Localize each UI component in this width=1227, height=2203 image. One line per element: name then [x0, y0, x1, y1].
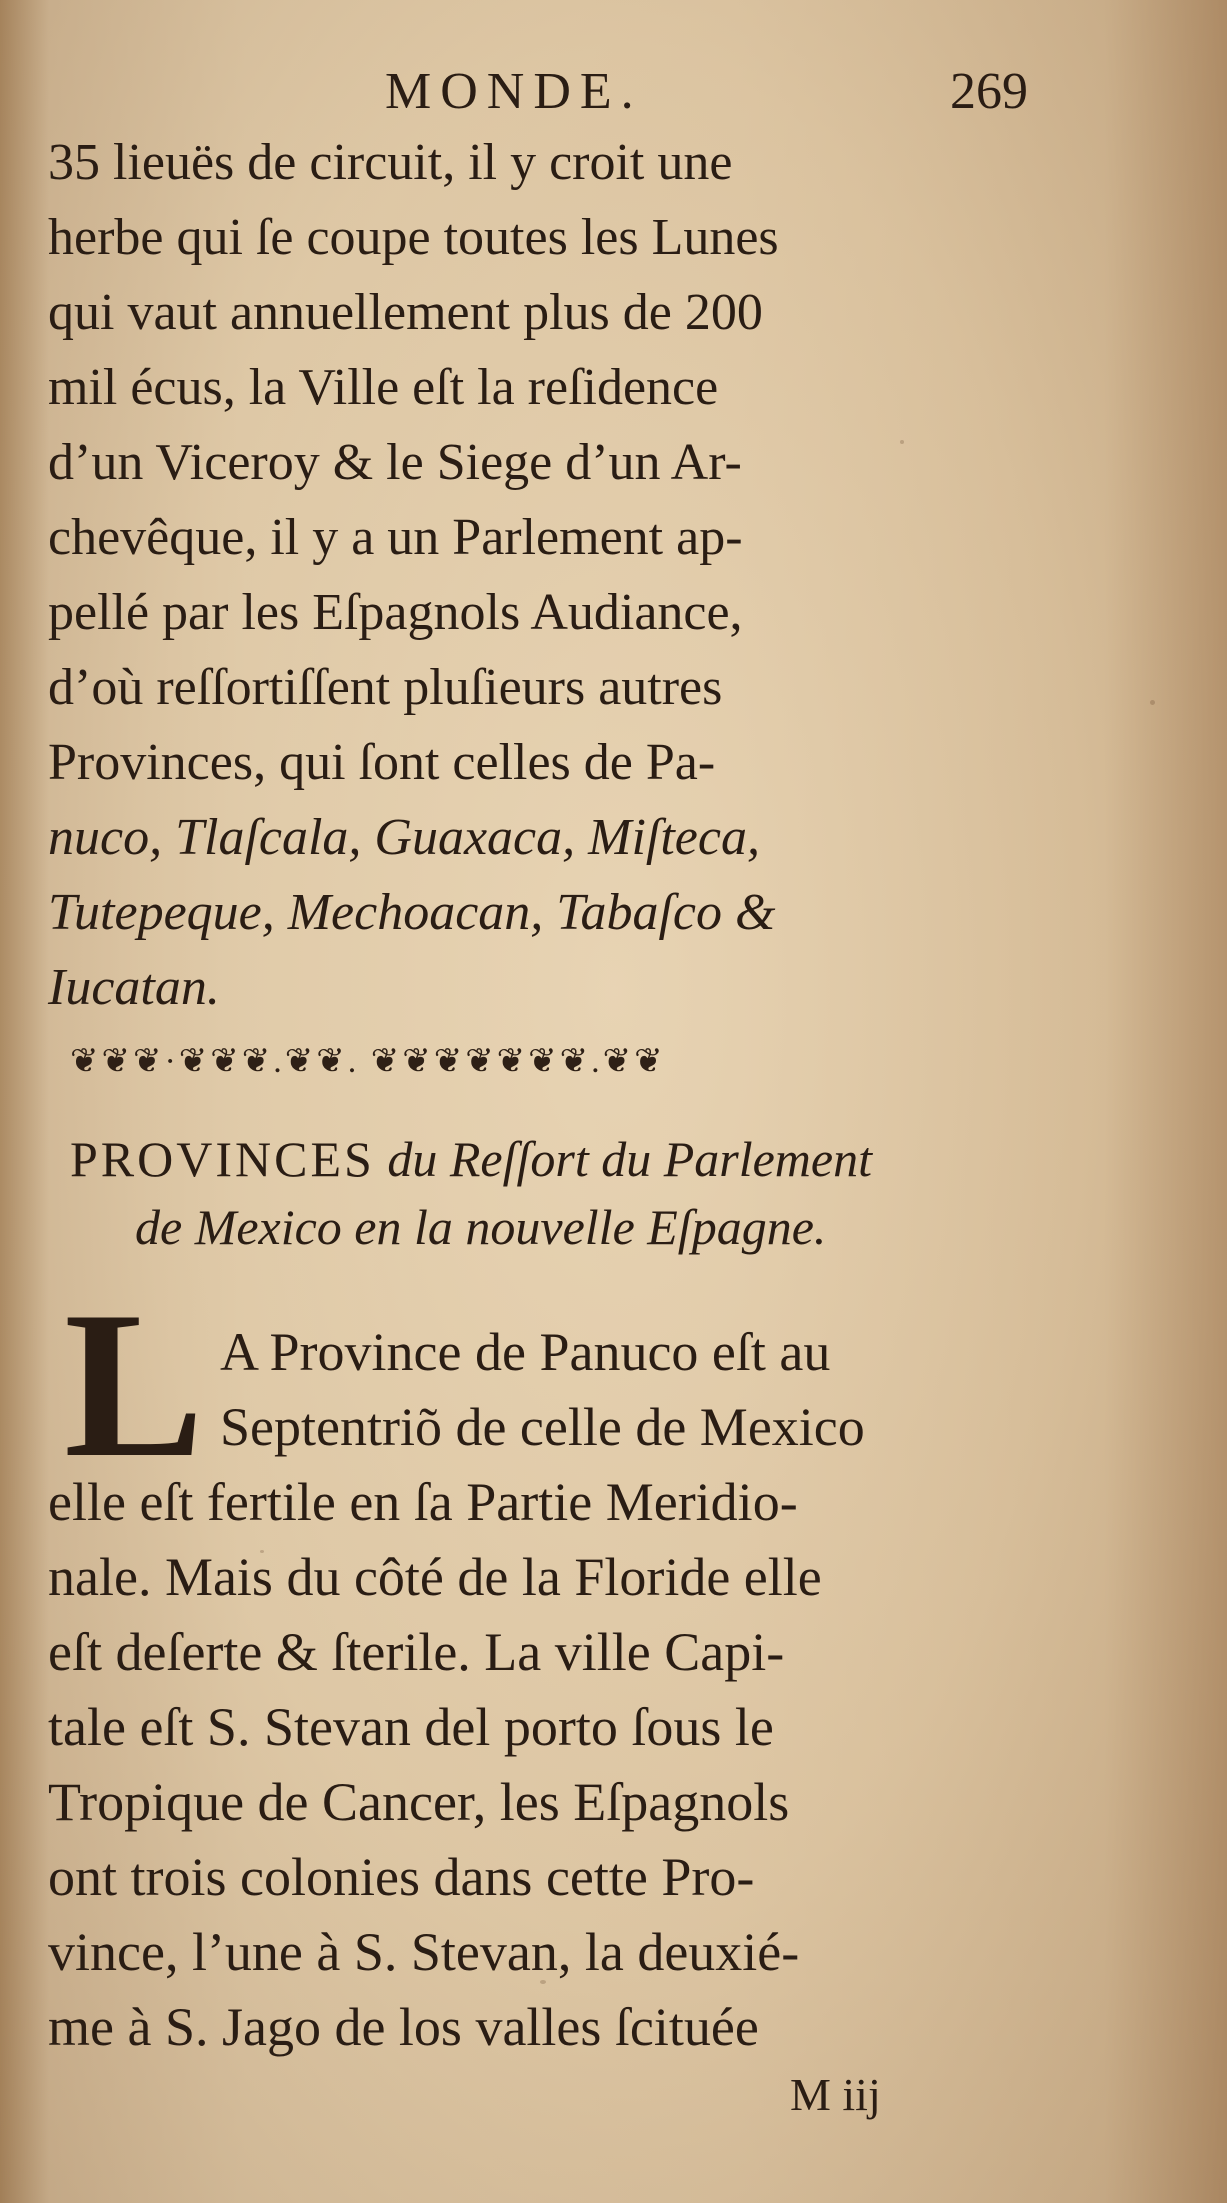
- text-line: Septentriõ de celle de Mexico: [220, 1397, 865, 1457]
- page-number: 269: [950, 63, 1028, 120]
- text-line: herbe qui ſe coupe toutes les Lunes: [48, 209, 779, 266]
- text-line: Provinces, qui ſont celles de Pa-: [48, 734, 716, 791]
- text-line: mil écus, la Ville eſt la reſidence: [48, 359, 719, 416]
- text-line: tale eſt S. Stevan del porto ſous le: [48, 1697, 774, 1757]
- text-line: nale. Mais du côté de la Floride elle: [48, 1547, 822, 1607]
- text-line: nuco, Tlaſcala, Guaxaca, Miſteca,: [48, 809, 760, 866]
- ornamental-divider: ❦❦❦·❦❦❦.❦❦. ❦❦❦❦❦❦❦.❦❦: [70, 1043, 666, 1080]
- text-line: pellé par les Eſpagnols Audiance,: [48, 584, 743, 641]
- text-line: Iucatan.: [48, 959, 220, 1016]
- section-title-rest: du Reſſort du Parlement: [374, 1131, 872, 1187]
- text-line: A Province de Panuco eſt au: [220, 1322, 831, 1382]
- text-line: chevêque, il y a un Parlement ap-: [48, 509, 743, 566]
- text-line: qui vaut annuellement plus de 200: [48, 284, 763, 341]
- text-line: elle eſt fertile en ſa Partie Meridio-: [48, 1472, 798, 1532]
- text-line: d’un Viceroy & le Siege d’un Ar-: [48, 434, 742, 491]
- page-header: [0, 62, 1227, 134]
- section-title-line: de Mexico en la nouvelle Eſpagne.: [135, 1199, 827, 1255]
- text-line: 35 lieuës de circuit, il y croit une: [48, 134, 733, 191]
- paper-speck: [1150, 700, 1155, 705]
- section-title-lead: PROVINCES: [70, 1131, 375, 1187]
- text-line: vince, l’une à S. Stevan, la deuxié-: [48, 1922, 800, 1982]
- text-line: Tutepeque, Mechoacan, Tabaſco &: [48, 884, 776, 941]
- running-head: MONDE.: [385, 63, 643, 120]
- text-line: Tropique de Cancer, les Eſpagnols: [48, 1772, 790, 1832]
- section-title: [70, 1125, 1110, 1261]
- signature-mark: M iij: [790, 2069, 881, 2120]
- text-line: ont trois colonies dans cette Pro-: [48, 1847, 755, 1907]
- text-line: me à S. Jago de los valles ſcituée: [48, 1997, 759, 2057]
- text-line: d’où reſſortiſſent pluſieurs autres: [48, 659, 723, 716]
- drop-cap: L: [64, 1269, 205, 1501]
- section-title-line: [70, 1125, 1110, 1193]
- text-line: eſt deſerte & ſterile. La ville Capi-: [48, 1622, 785, 1682]
